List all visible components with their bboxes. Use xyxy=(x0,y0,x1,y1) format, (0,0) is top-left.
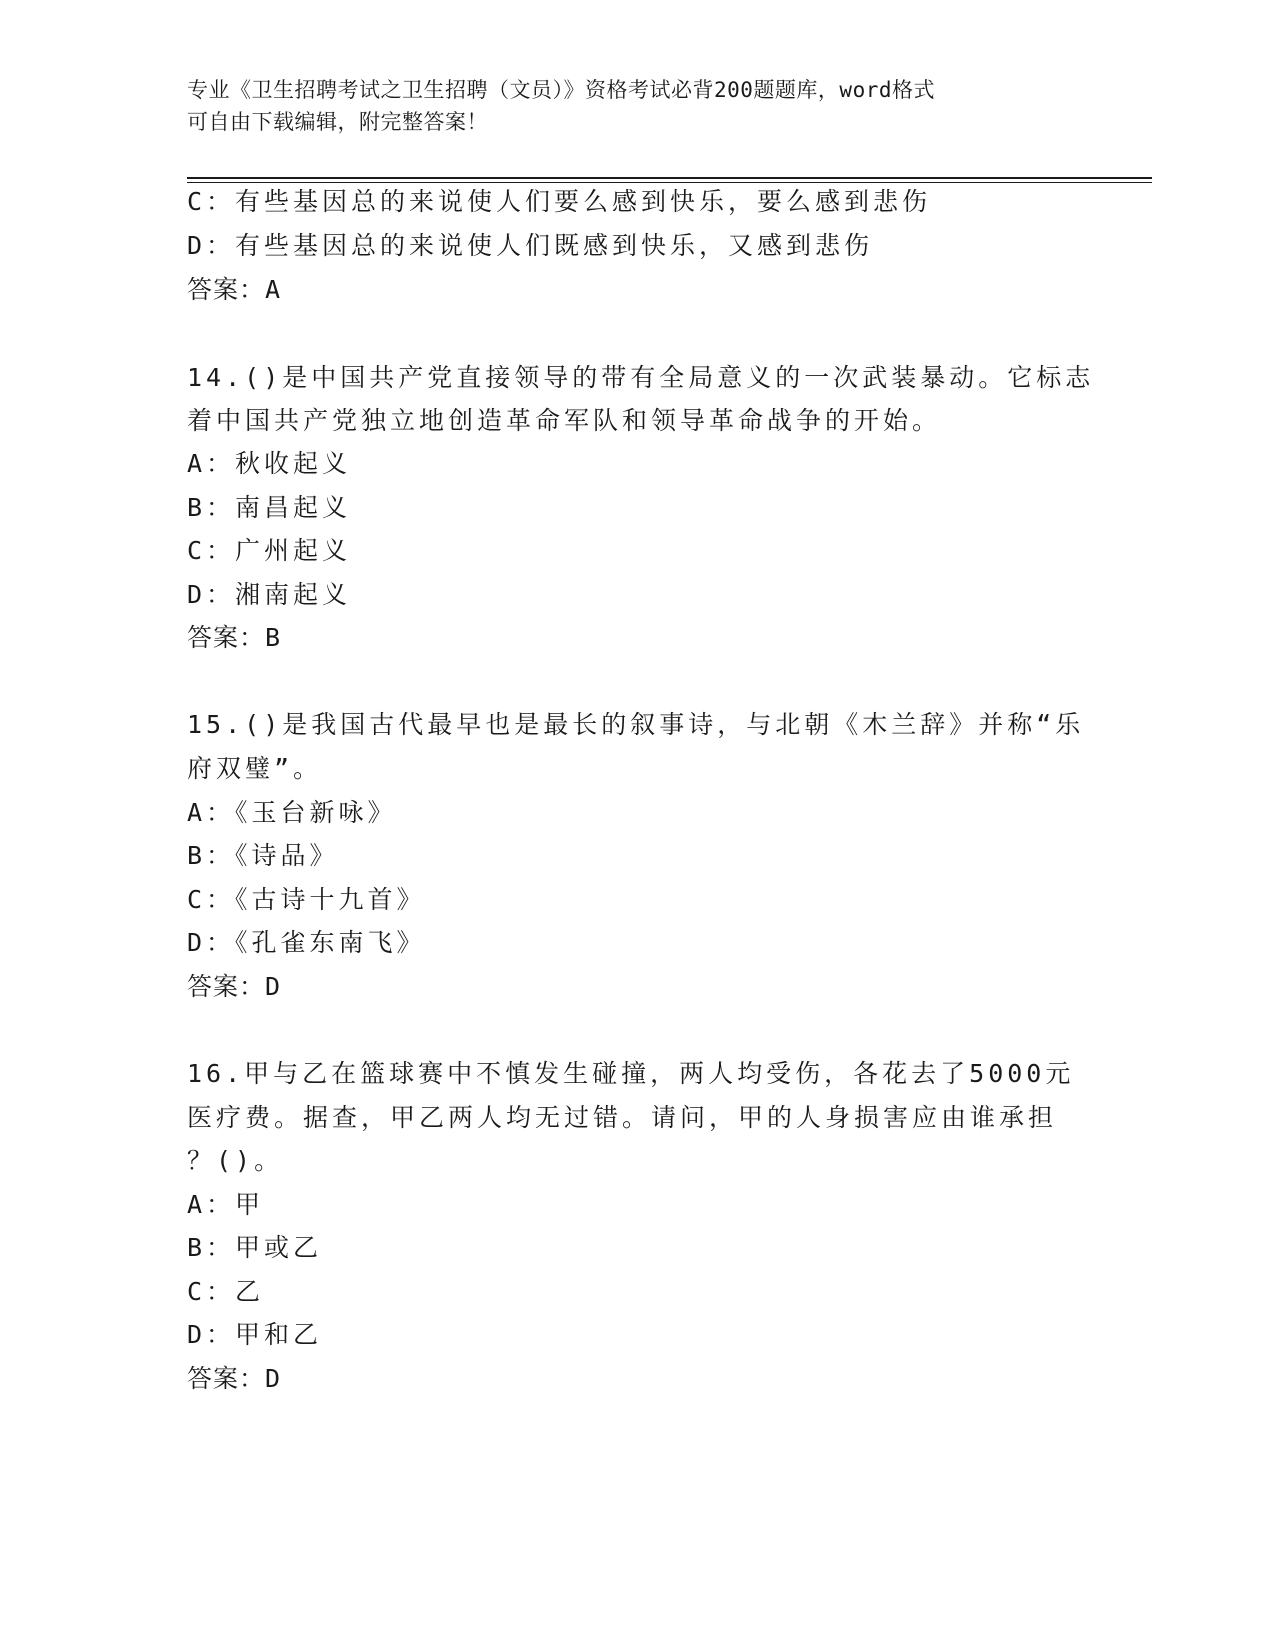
q15-option-b: B：《诗品》 xyxy=(187,841,339,870)
q16-answer: 答案：D xyxy=(187,1364,282,1393)
q16-option-c: C：乙 xyxy=(187,1277,265,1306)
q16-stem-line-1: 16.甲与乙在篮球赛中不慎发生碰撞，两人均受伤，各花去了5000元 xyxy=(187,1059,1075,1088)
q14-option-c: C：广州起义 xyxy=(187,536,352,565)
q13-answer: 答案：A xyxy=(187,275,282,304)
q15-stem-line-1: 15.()是我国古代最早也是最长的叙事诗，与北朝《木兰辞》并称“乐 xyxy=(187,710,1085,739)
q14-stem-line-1: 14.()是中国共产党直接领导的带有全局意义的一次武装暴动。它标志 xyxy=(187,363,1095,392)
header-title-line-1: 专业《卫生招聘考试之卫生招聘（文员）》资格考试必背200题题库，word格式 xyxy=(187,78,935,102)
q15-option-a: A：《玉台新咏》 xyxy=(187,798,397,827)
q14-option-b: B：南昌起义 xyxy=(187,493,352,522)
q14-option-a: A：秋收起义 xyxy=(187,449,352,478)
q16-option-a: A：甲 xyxy=(187,1190,265,1219)
q14-answer: 答案：B xyxy=(187,623,282,652)
q14-option-d: D：湘南起义 xyxy=(187,580,352,609)
q15-stem-line-2: 府双璧”。 xyxy=(187,754,323,783)
q15-option-c: C：《古诗十九首》 xyxy=(187,885,426,914)
header-divider-thick xyxy=(187,177,1152,179)
q16-option-d: D：甲和乙 xyxy=(187,1320,323,1349)
q16-stem-line-3: ？()。 xyxy=(187,1146,284,1175)
q16-stem-line-2: 医疗费。据查，甲乙两人均无过错。请问，甲的人身损害应由谁承担 xyxy=(187,1103,1058,1132)
header-title-line-2: 可自由下载编辑，附完整答案！ xyxy=(187,110,488,134)
q15-option-d: D：《孔雀东南飞》 xyxy=(187,928,426,957)
header-divider-thin xyxy=(187,182,1152,183)
q13-option-d: D：有些基因总的来说使人们既感到快乐，又感到悲伤 xyxy=(187,231,874,260)
q16-option-b: B：甲或乙 xyxy=(187,1233,323,1262)
document-header xyxy=(187,74,1067,138)
q14-stem-line-2: 着中国共产党独立地创造革命军队和领导革命战争的开始。 xyxy=(187,406,942,435)
q15-answer: 答案：D xyxy=(187,972,282,1001)
q13-option-c: C：有些基因总的来说使人们要么感到快乐，要么感到悲伤 xyxy=(187,187,932,216)
